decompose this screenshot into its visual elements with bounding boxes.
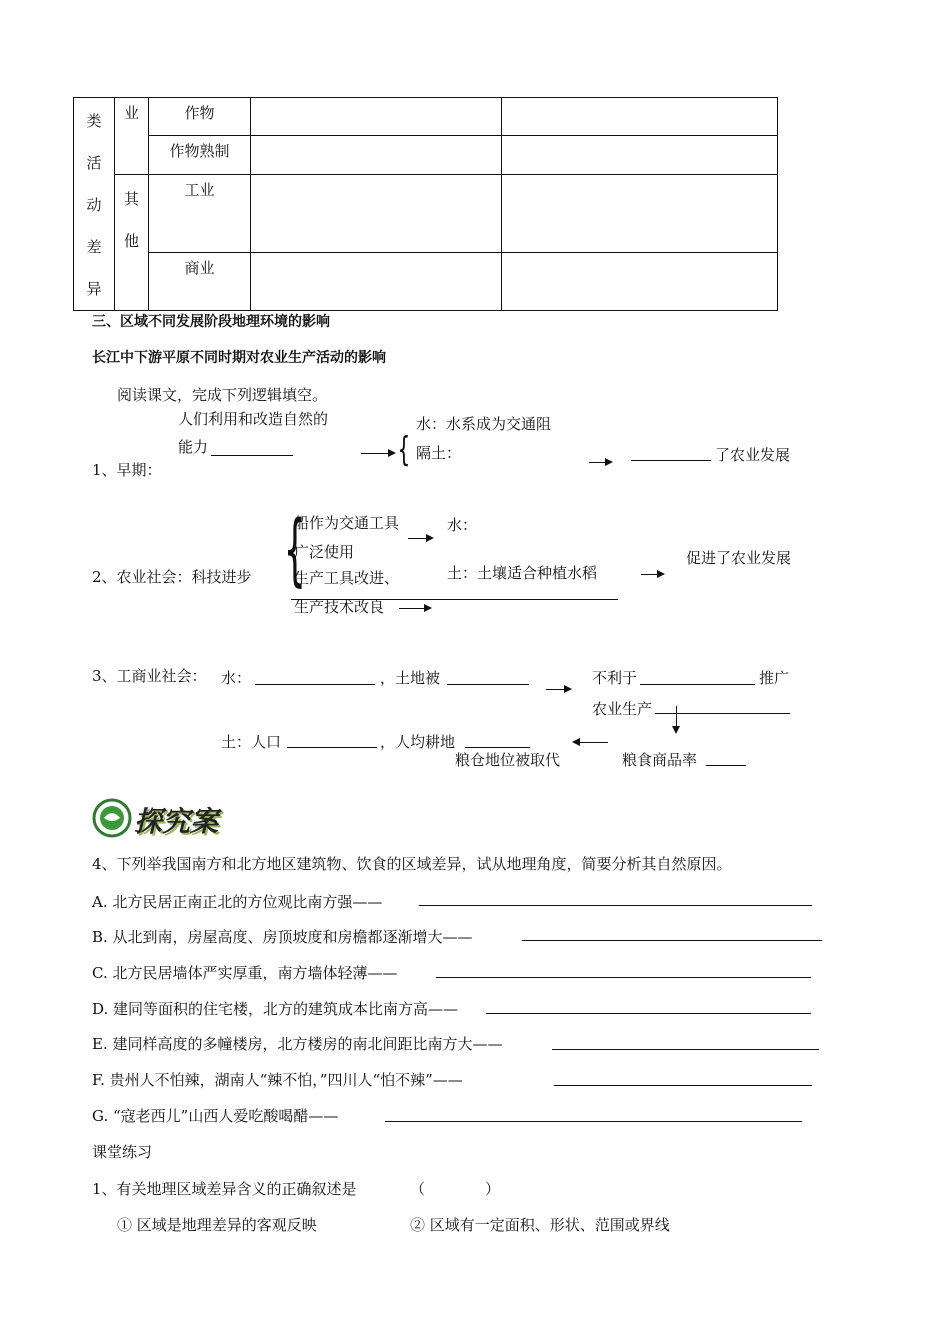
arrow-icon	[361, 453, 394, 454]
table-cell[interactable]	[251, 98, 502, 136]
blank-line[interactable]	[640, 684, 755, 685]
table-col1-char: 活	[86, 154, 102, 172]
table-other-char: 他	[123, 232, 139, 250]
arrow-down-icon	[672, 726, 680, 734]
table-cell[interactable]	[251, 175, 502, 253]
q4-item-e: E. 建同样高度的多幢楼房，北方楼房的南北间距比南方大——	[92, 1035, 503, 1053]
practice-title: 课堂练习	[92, 1143, 153, 1161]
early-ability-line1: 人们利用和改造自然的	[178, 410, 329, 428]
table-other-char: 其	[123, 190, 139, 208]
industry-notfav: 不利于	[592, 669, 638, 687]
early-result: 了农业发展	[715, 446, 791, 464]
agri-item3: 生产工具改进、	[294, 569, 400, 587]
industry-land: ，土地被	[380, 669, 441, 687]
table-cell[interactable]	[502, 136, 778, 175]
practice-opt1: ① 区域是地理差异的客观反映	[117, 1216, 317, 1234]
table-cell[interactable]	[251, 136, 502, 175]
section3-title: 三、区域不同发展阶段地理环境的影响	[92, 314, 330, 330]
table-col1-char: 异	[86, 280, 102, 298]
answer-line[interactable]	[436, 977, 811, 978]
answer-line[interactable]	[554, 1085, 812, 1086]
explore-logo	[92, 798, 232, 838]
table-col1-char: 动	[86, 196, 102, 214]
agri-soil: 土：土壤适合种植水稻	[447, 564, 598, 582]
table-row-label: 工业	[149, 175, 251, 253]
q4-item-g: G. “寇老西儿”山西人爱吃酸喝醋——	[92, 1107, 339, 1125]
table-col-category	[74, 98, 115, 311]
blank-line[interactable]	[255, 684, 375, 685]
table-col1-char: 类	[86, 112, 102, 130]
industry-water: 水：	[221, 669, 252, 687]
industry-label: 3、工商业社会：	[92, 667, 207, 685]
table-cell-other	[115, 175, 149, 311]
blank-line[interactable]	[447, 684, 529, 685]
early-water: 水：水系成为交通阻	[416, 415, 552, 433]
industry-agriprod: 农业生产	[592, 700, 653, 718]
early-soil: 隔土：	[416, 444, 462, 462]
brace-icon: {	[283, 505, 306, 595]
table-agri-label: 业	[123, 104, 139, 122]
table-cell[interactable]	[502, 98, 778, 136]
arrow-icon	[408, 538, 432, 539]
arrow-icon	[546, 689, 570, 690]
arrow-left-icon	[574, 742, 608, 743]
agri-water: 水：	[447, 516, 478, 534]
q4-stem: 4、下列举我国南方和北方地区建筑物、饮食的区域差异，试从地理角度，简要分析其自然原因。	[92, 855, 732, 873]
arrow-down-line	[676, 706, 677, 728]
arrow-icon	[641, 574, 663, 575]
logo-text: 探究案	[134, 805, 219, 838]
table-cell[interactable]	[502, 253, 778, 311]
q4-item-f: F. 贵州人不怕辣，湖南人“辣不怕，”四川人“怕不辣”——	[92, 1071, 463, 1089]
table-col1-char: 差	[86, 238, 102, 256]
industry-rate: 粮食商品率	[622, 751, 698, 769]
q4-item-d: D. 建同等面积的住宅楼，北方的建筑成本比南方高——	[92, 1000, 459, 1018]
table-row-label: 作物	[149, 98, 251, 136]
practice-opt2: ② 区域有一定面积、形状、范围或界线	[410, 1216, 670, 1234]
table-row-label: 作物熟制	[149, 136, 251, 175]
instruction: 阅读课文，完成下列逻辑填空。	[117, 386, 328, 404]
industry-promote: 推广	[759, 669, 790, 687]
table-row-label: 商业	[149, 253, 251, 311]
brace-icon: {	[397, 430, 411, 470]
q4-item-c: C. 北方民居墙体严实厚重，南方墙体轻薄——	[92, 964, 398, 982]
section3-subtitle: 长江中下游平原不同时期对农业生产活动的影响	[92, 350, 386, 366]
agri-result: 促进了农业发展	[686, 549, 792, 567]
strike-line	[291, 599, 618, 600]
blank-line[interactable]	[631, 460, 711, 461]
blank-line[interactable]	[465, 747, 530, 748]
arrow-icon	[399, 608, 430, 609]
industry-soil: 土：人口	[221, 733, 282, 751]
agri-label: 2、农业社会：科技进步	[92, 568, 252, 586]
q4-item-b: B. 从北到南，房屋高度、房顶坡度和房檐都逐渐增大——	[92, 928, 473, 946]
answer-line[interactable]	[522, 940, 822, 941]
early-label: 1、早期：	[92, 461, 162, 479]
practice-q1: 1、有关地理区域差异含义的正确叙述是	[92, 1180, 357, 1198]
table-cell[interactable]	[502, 175, 778, 253]
q4-item-a: A. 北方民居正南正北的方位观比南方强——	[92, 893, 383, 911]
blank-line[interactable]	[287, 747, 377, 748]
blank-line[interactable]	[211, 455, 293, 456]
table-cell[interactable]	[251, 253, 502, 311]
answer-line[interactable]	[419, 905, 812, 906]
arrow-icon	[589, 462, 611, 463]
agri-item1: 船作为交通工具	[294, 514, 400, 532]
agri-item2: 广泛使用	[294, 543, 355, 561]
answer-line[interactable]	[486, 1013, 811, 1014]
industry-percap: ，人均耕地	[380, 733, 456, 751]
industry-granary: 粮仓地位被取代	[455, 751, 561, 769]
answer-line[interactable]	[552, 1049, 819, 1050]
early-ability-line2: 能力	[178, 438, 209, 456]
table-cell-agri	[115, 98, 149, 175]
answer-line[interactable]	[385, 1121, 802, 1122]
blank-line[interactable]	[706, 765, 746, 766]
activity-diff-table	[73, 97, 778, 311]
practice-q1-paren[interactable]: （ ）	[410, 1180, 501, 1198]
agri-item4: 生产技术改良	[294, 598, 385, 616]
